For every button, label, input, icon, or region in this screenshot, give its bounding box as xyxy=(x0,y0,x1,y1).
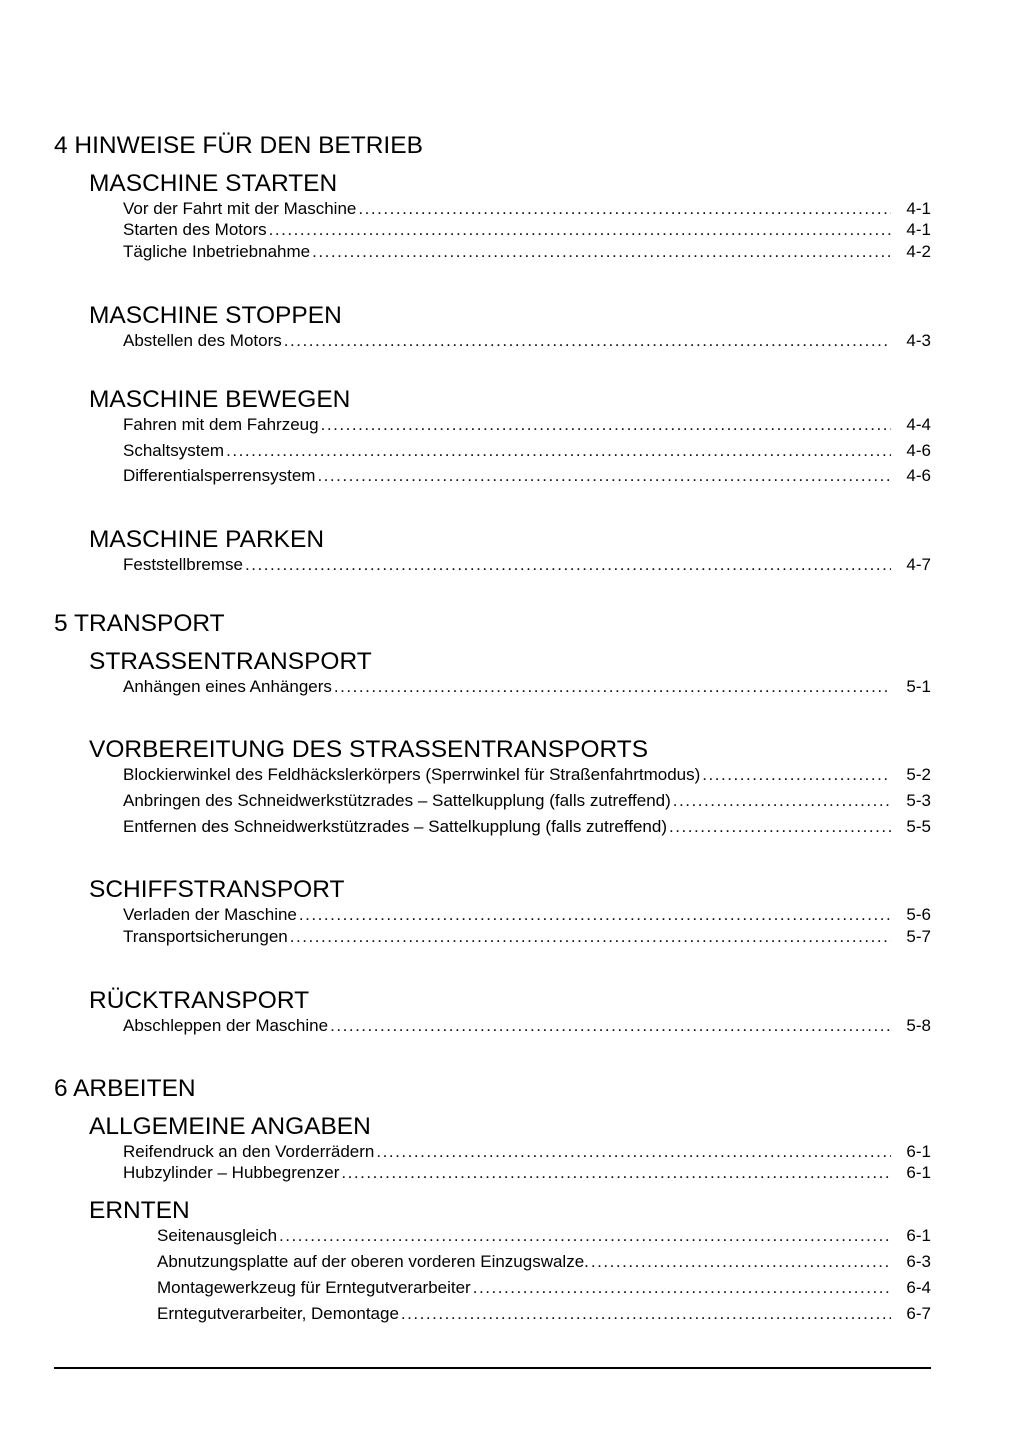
toc-entry-label: Abstellen des Motors xyxy=(123,331,282,350)
toc-entry-label: Differentialsperrensystem xyxy=(123,466,316,485)
toc-entry-page: 5-5 xyxy=(906,817,931,836)
dot-leader xyxy=(591,1252,891,1272)
section-ruecktransport: RÜCKTRANSPORT xyxy=(89,987,310,1014)
dot-leader xyxy=(330,1016,891,1036)
toc-entry-label: Vor der Fahrt mit der Maschine xyxy=(123,199,357,218)
toc-entry[interactable] xyxy=(157,1250,931,1272)
section-vorbereitung-strassentransport: VORBEREITUNG DES STRASSENTRANSPORTS xyxy=(89,736,649,763)
dot-leader xyxy=(669,817,891,837)
toc-entry-label: Verladen der Maschine xyxy=(123,905,297,924)
toc-entry[interactable] xyxy=(123,329,931,351)
toc-entry[interactable] xyxy=(123,553,931,575)
dot-leader xyxy=(673,791,891,811)
toc-entry-label: Anbringen des Schneidwerkstützrades – Sattelkupplung (falls zutreffend) xyxy=(123,791,671,810)
dot-leader xyxy=(312,242,891,262)
section-strassentransport: STRASSENTRANSPORT xyxy=(89,648,372,675)
section-allgemeine-angaben: ALLGEMEINE ANGABEN xyxy=(89,1113,371,1140)
toc-entry-label: Abnutzungsplatte auf der oberen vorderen Einzugswalze. xyxy=(157,1252,589,1271)
dot-leader xyxy=(317,466,891,486)
dot-leader xyxy=(226,441,891,461)
section-maschine-starten: MASCHINE STARTEN xyxy=(89,170,338,197)
toc-entry-label: Anhängen eines Anhängers xyxy=(123,677,332,696)
toc-entry-page: 5-7 xyxy=(906,927,931,946)
toc-entry-page: 6-3 xyxy=(906,1252,931,1271)
chapter-4-title: 4 HINWEISE FÜR DEN BETRIEB xyxy=(54,132,423,159)
toc-entry-page: 6-1 xyxy=(906,1142,931,1161)
toc-entry-page: 4-1 xyxy=(906,199,931,218)
section-schiffstransport: SCHIFFSTRANSPORT xyxy=(89,876,345,903)
toc-entry-label: Entfernen des Schneidwerkstützrades – Sattelkupplung (falls zutreffend) xyxy=(123,817,667,836)
toc-entry[interactable] xyxy=(123,1161,931,1183)
toc-entry[interactable] xyxy=(157,1276,931,1298)
toc-entry-page: 5-3 xyxy=(906,791,931,810)
toc-entry-page: 5-6 xyxy=(906,905,931,924)
dot-leader xyxy=(279,1226,891,1246)
toc-entry[interactable] xyxy=(123,439,931,461)
toc-entry-page: 6-1 xyxy=(906,1226,931,1245)
dot-leader xyxy=(269,220,891,240)
dot-leader xyxy=(299,905,891,925)
toc-entry-label: Seitenausgleich xyxy=(157,1226,278,1245)
toc-entry[interactable] xyxy=(123,763,931,785)
dot-leader xyxy=(284,331,891,351)
toc-entry-label: Tägliche Inbetriebnahme xyxy=(123,242,311,261)
section-ernten: ERNTEN xyxy=(89,1197,190,1224)
toc-entry[interactable] xyxy=(123,464,931,486)
section-maschine-stoppen: MASCHINE STOPPEN xyxy=(89,302,342,329)
toc-entry-page: 4-2 xyxy=(906,242,931,261)
toc-entry[interactable] xyxy=(123,675,931,697)
section-maschine-parken: MASCHINE PARKEN xyxy=(89,526,325,553)
dot-leader xyxy=(290,927,891,947)
toc-entry[interactable] xyxy=(123,240,931,262)
toc-entry[interactable] xyxy=(123,413,931,435)
toc-entry-page: 5-1 xyxy=(906,677,931,696)
toc-entry-page: 4-4 xyxy=(906,415,931,434)
chapter-6-title: 6 ARBEITEN xyxy=(54,1075,196,1102)
toc-entry-page: 5-2 xyxy=(906,765,931,784)
toc-entry[interactable] xyxy=(123,218,931,240)
toc-entry[interactable] xyxy=(123,197,931,219)
toc-entry[interactable] xyxy=(123,789,931,811)
toc-entry-page: 6-1 xyxy=(906,1163,931,1182)
dot-leader xyxy=(473,1278,891,1298)
toc-entry-page: 4-6 xyxy=(906,441,931,460)
chapter-5-title: 5 TRANSPORT xyxy=(54,610,225,637)
dot-leader xyxy=(358,199,891,219)
dot-leader xyxy=(376,1142,891,1162)
toc-entry-label: Schaltsystem xyxy=(123,441,225,460)
toc-entry-label: Starten des Motors xyxy=(123,220,267,239)
dot-leader xyxy=(334,677,891,697)
dot-leader xyxy=(401,1304,891,1324)
toc-entry-page: 4-1 xyxy=(906,220,931,239)
toc-entry-page: 6-4 xyxy=(906,1278,931,1297)
toc-entry[interactable] xyxy=(123,903,931,925)
toc-entry[interactable] xyxy=(157,1302,931,1324)
toc-entry-label: Fahren mit dem Fahrzeug xyxy=(123,415,319,434)
toc-entry-label: Hubzylinder – Hubbegrenzer xyxy=(123,1163,340,1182)
footer-rule xyxy=(54,1367,931,1369)
toc-entry-label: Abschleppen der Maschine xyxy=(123,1016,329,1035)
toc-entry[interactable] xyxy=(157,1224,931,1246)
toc-entry-page: 6-7 xyxy=(906,1304,931,1323)
toc-entry-page: 4-7 xyxy=(906,555,931,574)
dot-leader xyxy=(321,415,891,435)
dot-leader xyxy=(341,1163,891,1183)
toc-entry-label: Erntegutverarbeiter, Demontage xyxy=(157,1304,399,1323)
toc-entry[interactable] xyxy=(123,1014,931,1036)
toc-entry[interactable] xyxy=(123,815,931,837)
toc-entry-page: 4-6 xyxy=(906,466,931,485)
toc-entry-page: 5-8 xyxy=(906,1016,931,1035)
toc-entry-label: Montagewerkzeug für Erntegutverarbeiter xyxy=(157,1278,471,1297)
toc-entry-label: Reifendruck an den Vorderrädern xyxy=(123,1142,375,1161)
toc-entry-label: Feststellbremse xyxy=(123,555,243,574)
toc-entry-label: Blockierwinkel des Feldhäckslerkörpers (Sperrwinkel für Straßenfahrtmodus) xyxy=(123,765,701,784)
toc-entry[interactable] xyxy=(123,1140,931,1162)
dot-leader xyxy=(702,765,891,785)
toc-entry-label: Transportsicherungen xyxy=(123,927,288,946)
toc-entry-page: 4-3 xyxy=(906,331,931,350)
toc-entry[interactable] xyxy=(123,925,931,947)
dot-leader xyxy=(245,555,891,575)
section-maschine-bewegen: MASCHINE BEWEGEN xyxy=(89,386,351,413)
